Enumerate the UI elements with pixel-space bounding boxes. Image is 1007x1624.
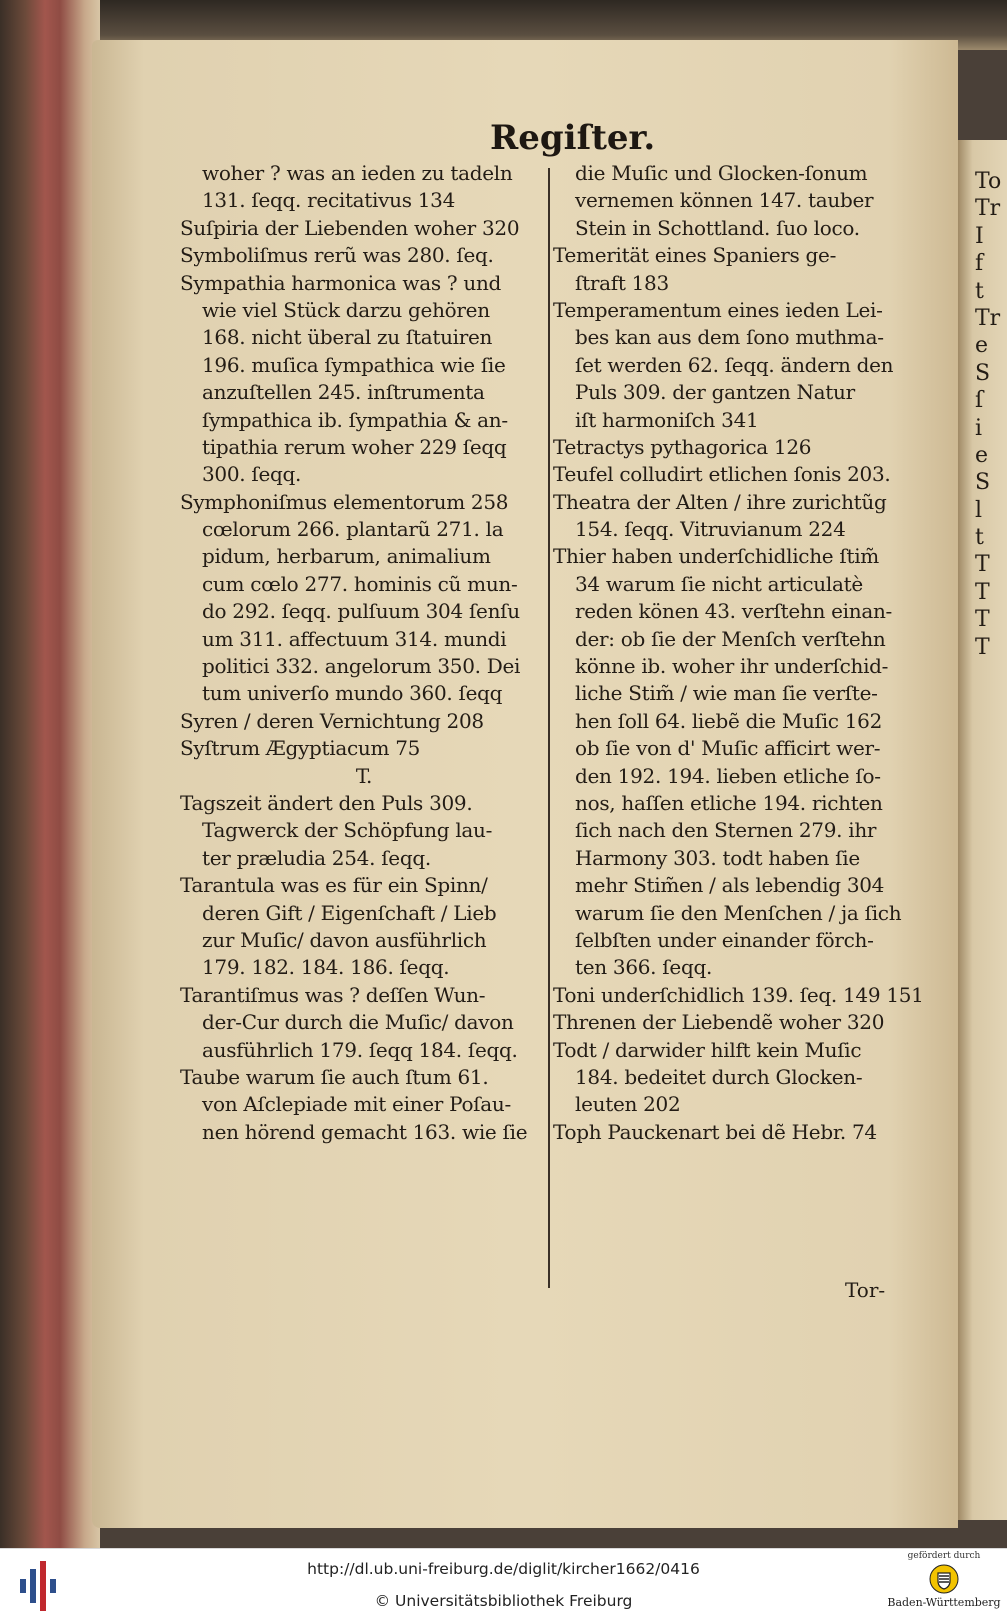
margin-fragment: t — [975, 278, 984, 304]
column-divider — [548, 168, 550, 1288]
index-line: zur Muſic/ davon ausführlich — [202, 927, 487, 952]
index-line: Tetractys pythagorica 126 — [553, 434, 812, 459]
index-line: Temperamentum eines ieden Lei- — [553, 297, 883, 322]
margin-fragment: T — [975, 607, 990, 633]
index-line: nen hörend gemacht 163. wie ſie — [202, 1119, 528, 1144]
margin-fragment: f — [975, 251, 984, 277]
index-line: vernemen können 147. tauber — [575, 188, 874, 213]
index-line: Tagwerck der Schöpfung lau- — [202, 818, 493, 843]
sponsor-name: Baden-Württemberg — [887, 1596, 1001, 1609]
viewer-footer — [0, 1548, 1007, 1624]
margin-fragment: T — [975, 579, 990, 605]
index-line: Suſpiria der Liebenden woher 320 — [180, 215, 520, 240]
index-line: der: ob ſie der Menſch verſtehn — [575, 626, 886, 651]
margin-fragment: t — [975, 525, 984, 551]
index-line: Todt / darwider hilft kein Muſic — [553, 1037, 862, 1062]
index-line: ſtraft 183 — [575, 270, 669, 295]
index-line: iſt harmoniſch 341 — [575, 407, 759, 432]
index-line: warum ſie den Menſchen / ja ſich — [575, 900, 902, 925]
index-line: mehr Stim̃en / als lebendig 304 — [575, 873, 885, 898]
index-line: ſympathica ib. ſympathia & an- — [202, 407, 508, 432]
margin-fragment: l — [975, 497, 983, 523]
index-line: Tarantula was es für ein Spinn/ — [180, 873, 488, 898]
facing-page-margin-text — [975, 168, 1007, 661]
margin-fragment: T — [975, 634, 990, 660]
copyright-notice: © Universitätsbibliothek Freiburg — [374, 1592, 633, 1610]
catchword: Tor- — [845, 1278, 886, 1302]
index-line: Teufel colludirt etlichen ſonis 203. — [553, 462, 891, 487]
index-line: Symphoniſmus elementorum 258 — [180, 489, 509, 514]
index-line: Tarantiſmus was ? deſſen Wun- — [180, 982, 486, 1007]
index-line: ten 366. ſeqq. — [575, 955, 713, 980]
index-line: der-Cur durch die Muſic/ davon — [202, 1010, 514, 1035]
index-line: Symboliſmus rerũ was 280. ſeq. — [180, 243, 494, 268]
index-line: Tagszeit ändert den Puls 309. — [180, 790, 473, 815]
margin-fragment: T — [975, 552, 990, 578]
margin-fragment: Tr — [975, 305, 1001, 331]
index-line: Harmony 303. todt haben ſie — [575, 845, 860, 870]
margin-fragment: Tr — [975, 196, 1001, 222]
index-line: Stein in Schottland. ſuo loco. — [575, 215, 860, 240]
index-line: ſich nach den Sternen 279. ihr — [575, 818, 877, 843]
index-line: hen ſoll 64. liebẽ die Muſic 162 — [575, 708, 883, 733]
index-line: ausführlich 179. ſeqq 184. ſeqq. — [202, 1037, 518, 1062]
page-header: Regiſter. — [490, 118, 656, 158]
margin-fragment: ſ — [975, 388, 984, 414]
book-page-edges — [0, 0, 100, 1548]
index-line: um 311. affectuum 314. mundi — [202, 626, 507, 651]
margin-fragment: S — [975, 360, 991, 386]
margin-fragment: To — [975, 169, 1002, 194]
margin-fragment: S — [975, 470, 991, 496]
index-line: 168. nicht überal zu ſtatuiren — [202, 325, 493, 350]
index-line: 179. 182. 184. 186. ſeqq. — [202, 955, 450, 980]
index-line: 34 warum ſie nicht articulatè — [575, 571, 863, 596]
index-line: Syſtrum Ægyptiacum 75 — [180, 736, 421, 761]
margin-fragment: i — [975, 415, 983, 441]
index-line: anzuſtellen 245. inſtrumenta — [202, 380, 485, 405]
index-line: Toni underſchidlich 139. ſeq. 149 151 — [553, 982, 924, 1007]
index-line: Sympathia harmonica was ? und — [180, 270, 502, 295]
margin-fragment: e — [975, 442, 989, 468]
index-line: Syren / deren Vernichtung 208 — [180, 708, 484, 733]
index-line: 184. bedeitet durch Glocken- — [575, 1064, 863, 1089]
index-line: ſelbſten under einander förch- — [575, 927, 874, 952]
index-line: die Muſic und Glocken-ſonum — [575, 161, 868, 185]
index-line: do 292. ſeqq. pulſuum 304 ſenſu — [202, 599, 520, 624]
index-line: 131. ſeqq. recitativus 134 — [202, 188, 456, 213]
index-line: 196. muſica ſympathica wie ſie — [202, 352, 506, 377]
index-line: tum univerſo mundo 360. ſeqq — [202, 681, 503, 706]
index-line: liche Stim̃ / wie man ſie verſte- — [575, 681, 878, 706]
index-line: ob ſie von d' Muſic afficirt wer- — [575, 736, 881, 761]
right-column — [553, 160, 928, 1146]
permalink-url[interactable]: http://dl.ub.uni-freiburg.de/diglit/kircher1662/0416 — [307, 1560, 700, 1578]
left-column — [180, 160, 548, 1146]
index-line: Toph Pauckenart bei dẽ Hebr. 74 — [553, 1119, 877, 1144]
index-line: den 192. 194. lieben etliche ſo- — [575, 763, 881, 788]
index-line: 154. ſeqq. Vitruvianum 224 — [575, 517, 846, 542]
index-line: ſet werden 62. ſeqq. ändern den — [575, 352, 894, 377]
index-line: cum cœlo 277. hominis cũ mun- — [202, 571, 518, 596]
index-line: reden könen 43. verſtehn einan- — [575, 599, 893, 624]
index-line: Taube warum ſie auch ſtum 61. — [180, 1064, 489, 1089]
index-line: cœlorum 266. plantarũ 271. la — [202, 517, 504, 542]
index-line: Theatra der Alten / ihre zurichtũg — [553, 489, 887, 514]
sponsor-block — [885, 1551, 1003, 1623]
index-line: ter præludia 254. ſeqq. — [202, 845, 431, 870]
index-line: woher ? was an ieden zu tadeln — [202, 161, 513, 185]
index-line: 300. ſeqq. — [202, 462, 302, 487]
index-line: Temerität eines Spaniers ge- — [553, 243, 837, 268]
index-line: von Aſclepiade mit einer Poſau- — [202, 1092, 511, 1117]
index-line: bes kan aus dem ſono muthma- — [575, 325, 884, 350]
index-line: T. — [355, 763, 373, 788]
index-line: Thier haben underſchidliche ſtim̃ — [553, 544, 879, 569]
index-line: könne ib. woher ihr underſchid- — [575, 654, 889, 679]
index-line: nos, haſſen etliche 194. richten — [575, 790, 883, 815]
index-line: Puls 309. der gantzen Natur — [575, 380, 855, 405]
index-line: wie viel Stück darzu gehören — [202, 297, 490, 322]
index-line: tipathia rerum woher 229 ſeqq — [202, 434, 507, 459]
index-line: pidum, herbarum, animalium — [202, 544, 491, 569]
sponsor-caption: gefördert durch — [907, 1551, 981, 1561]
index-line: leuten 202 — [575, 1092, 681, 1117]
index-line: politici 332. angelorum 350. Dei — [202, 654, 521, 679]
margin-fragment: I — [975, 223, 984, 249]
margin-fragment: e — [975, 333, 989, 359]
state-seal-icon — [929, 1564, 959, 1594]
index-line: deren Gift / Eigenſchaft / Lieb — [202, 900, 497, 925]
index-line: Threnen der Liebendẽ woher 320 — [553, 1010, 885, 1035]
